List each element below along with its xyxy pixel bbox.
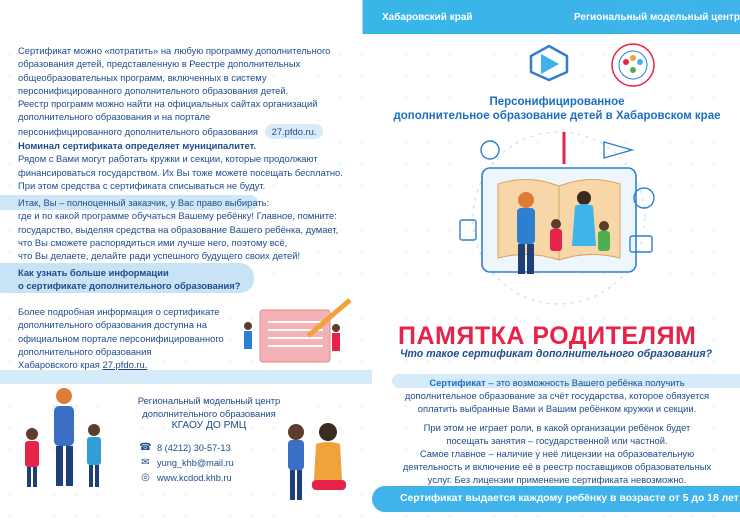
child-body xyxy=(25,441,39,467)
page-subtitle xyxy=(392,95,722,123)
text-line: посещать занятия – государственной или частной. xyxy=(446,435,668,446)
portal-link[interactable]: 27.pfdo.ru. xyxy=(102,359,148,371)
logo-triangle xyxy=(541,54,559,74)
portal-link[interactable]: 27.pfdo.ru. xyxy=(265,124,324,139)
notebook-shape xyxy=(260,310,330,362)
child-head xyxy=(332,324,340,332)
child-head xyxy=(288,424,304,440)
text-line: где и по какой программе обучаться Вашему ребёнку! Главное, помните: xyxy=(18,210,337,222)
text-line: оплатить выбранные Вами и Вашим ребёнком кружки и секции. xyxy=(417,403,697,414)
site-text: www.kcdod.khb.ru xyxy=(157,472,232,483)
father-leg xyxy=(527,244,534,274)
parent-leg xyxy=(56,446,63,486)
text-line xyxy=(18,124,363,139)
text-line: финансироваться государством. Их Вы тоже можете посещать бесплатно. xyxy=(18,166,343,178)
text-span: Хабаровского края xyxy=(18,359,100,371)
parent-leg xyxy=(66,446,73,486)
paragraph-reestr xyxy=(18,44,363,139)
certificate-word: Сертификат xyxy=(429,377,486,388)
text-line: дополнительное образование детей в Хабаровском крае xyxy=(393,110,721,122)
text-line: Реестр программ можно найти на официальных сайтах организаций xyxy=(18,98,318,110)
text-line: Региональный модельный центр xyxy=(137,395,281,406)
certificate-description xyxy=(392,376,722,486)
mother-body xyxy=(572,204,596,246)
text-line: дополнительное образование за счёт государства, которое обязуется xyxy=(404,390,710,401)
text-line: Персонифицированное xyxy=(489,96,625,108)
text-line: официальном портале персонифицированного xyxy=(18,332,224,344)
text-line: Рядом с Вами могут работать кружки и секции, которые продолжают xyxy=(18,153,318,165)
text-line: образования детей, представленную в Реестре дополнительных xyxy=(18,58,301,70)
family-illustration xyxy=(8,384,118,504)
child-head xyxy=(244,322,252,330)
text-line: дополнительного образования xyxy=(142,407,276,419)
rmc-logo xyxy=(529,44,569,82)
child-leg xyxy=(27,467,31,487)
child-head xyxy=(88,424,100,436)
seal-ring xyxy=(612,44,654,86)
globe-icon: ◎ xyxy=(141,472,150,483)
seal-figure xyxy=(623,59,629,65)
child-head xyxy=(599,221,609,231)
text-line xyxy=(392,376,722,389)
child-head xyxy=(551,219,561,229)
page-title: ПАМЯТКА РОДИТЕЛЯМ xyxy=(398,322,697,350)
child-body xyxy=(87,437,101,465)
text-line: о сертификате дополнительного образования? xyxy=(18,280,241,292)
paragraph-nominal xyxy=(18,139,363,192)
text-line: персонифицированного дополнительного образования детей. xyxy=(18,84,289,96)
child-leg xyxy=(290,470,295,500)
mother-head xyxy=(319,423,337,441)
seal-figure xyxy=(630,67,636,73)
mother-child-illustration xyxy=(266,410,356,510)
footer-text: Сертификат выдается каждому ребёнку в возрасте от 5 до 18 лет xyxy=(400,493,739,504)
parent-body xyxy=(54,406,74,446)
page-question: Что такое сертификат дополнительного образования? xyxy=(400,348,713,360)
book-family-illustration xyxy=(454,128,664,308)
header-region: Хабаровский край xyxy=(382,12,473,23)
paragraph-choice xyxy=(18,196,363,262)
child-body xyxy=(550,229,562,251)
child-leg xyxy=(33,467,37,487)
divider-band xyxy=(0,370,372,384)
text-line: дополнительного образования xyxy=(18,345,152,357)
text-line: деятельность и включение её в реестр поставщиков образовательных xyxy=(402,461,712,472)
text-span: – это возможность Вашего ребёнка получить xyxy=(488,377,685,388)
text-line: государство, выделяя средства на образование Вашего ребёнка, думает, xyxy=(18,223,339,235)
parent-head xyxy=(56,388,72,404)
text-line: КГАОУ ДО РМЦ xyxy=(171,420,247,431)
child-leg xyxy=(95,465,99,487)
text-line: Как узнать больше информации xyxy=(18,267,169,278)
text-line: Сертификат можно «потратить» на любую программу дополнительного xyxy=(18,45,331,56)
text-line: Самое главное – наличие у неё лицензии на образовательную xyxy=(419,448,695,459)
father-leg xyxy=(518,244,525,274)
email-text: yung_khb@mail.ru xyxy=(157,457,234,468)
child-body xyxy=(288,440,304,470)
clock-icon xyxy=(634,188,654,208)
child-leg xyxy=(297,470,302,500)
notebook-illustration xyxy=(238,296,368,376)
child-head xyxy=(26,428,38,440)
text-span: персонифицированного дополнительного образования xyxy=(18,125,259,137)
father-body xyxy=(517,208,535,244)
text-line: При этом не играет роли, в какой организации ребёнок будет xyxy=(423,422,691,433)
mother-skirt xyxy=(312,480,346,490)
text-line: дополнительного образования доступна на xyxy=(18,319,207,331)
paragraph-info xyxy=(18,305,238,371)
globe-icon xyxy=(481,141,499,159)
header-center: Региональный модельный центр xyxy=(574,12,740,23)
contact-site[interactable] xyxy=(140,472,232,483)
father-head xyxy=(518,192,534,208)
text-line: Итак, Вы – полноценный заказчик, у Вас право выбирать: xyxy=(18,197,270,208)
phone-text: 8 (4212) 30-57-13 xyxy=(157,442,231,453)
contact-phone[interactable] xyxy=(140,442,231,453)
question-heading xyxy=(18,266,258,293)
text-line: что Вы делаете, делайте ради успешного будущего своих детей! xyxy=(18,250,301,262)
nominal-heading: Номинал сертификата определяет муниципалитет. xyxy=(18,140,257,151)
child-body xyxy=(244,331,252,349)
partner-seal xyxy=(610,42,656,88)
text-line: общеобразовательных программ, включенных в систему xyxy=(18,71,267,83)
text-line: При этом средства с сертификата списываться не будут. xyxy=(18,179,266,191)
text-line: что Вы сможете распорядиться ими лучше него, поэтому всё, xyxy=(18,236,288,248)
graduation-cap-icon xyxy=(604,142,632,158)
text-line: дополнительного образования и на портале xyxy=(18,111,211,123)
seal-figure xyxy=(630,55,636,61)
contact-email[interactable] xyxy=(140,457,234,468)
mail-icon: ✉ xyxy=(141,457,150,468)
seal-figure xyxy=(637,59,643,65)
phone-icon: ☎ xyxy=(139,442,152,453)
mother-head xyxy=(577,191,591,205)
mother-body xyxy=(314,442,342,480)
text-line: услуг. Без лицензии применение сертификата невозможно. xyxy=(427,474,687,485)
child-body xyxy=(332,333,340,351)
child-body xyxy=(598,231,610,251)
text-line: Более подробная информация о сертификате xyxy=(18,306,220,317)
child-leg xyxy=(89,465,93,487)
